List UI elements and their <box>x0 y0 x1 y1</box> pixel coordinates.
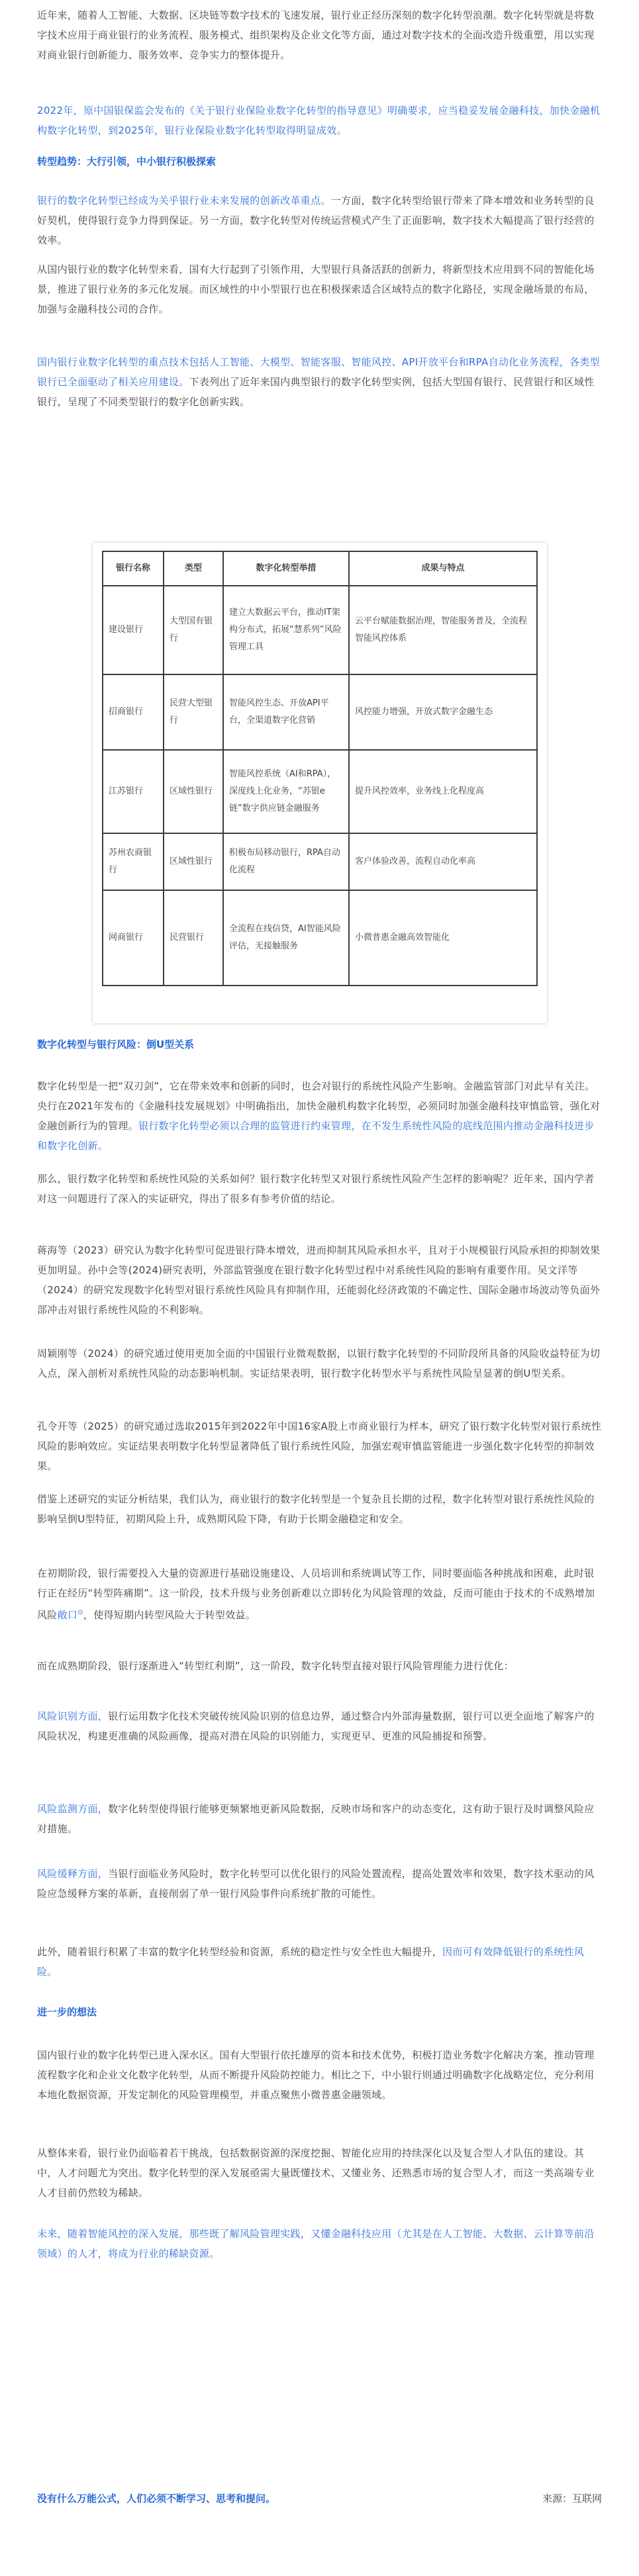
paragraph-risk-mitigation <box>37 1864 603 1904</box>
bank-transformation-table <box>102 551 538 986</box>
cell-bank-name: 建设银行 <box>103 586 164 674</box>
cell-bank-type: 大型国有银行 <box>164 586 223 674</box>
cell-bank-type: 区域性银行 <box>164 750 223 833</box>
table-row <box>103 674 537 750</box>
paragraph-thoughts-1: 国内银行业的数字化转型已进入深水区。国有大型银行依托雄厚的资本和技术优势，积极打造业务数字化解决方案，推动管理流程数字化和企业文化数字化转型，从而不断提升风险防控能力。相比之下，中小银行则通过明确数字化战略定位，充分利用本地化数据资源，开发定制化的风险管理模型，并重点聚焦小微普惠金融领域。 <box>37 2049 595 2101</box>
section-heading-risk: 数字化转型与银行风险：倒U型关系 <box>37 1038 195 1050</box>
column-header: 成果与特点 <box>349 551 537 586</box>
highlight-text: 银行数字化转型必须以合理的监管进行约束管理，在不发生系统性风险的底线范围内推动金融科技进步和数字化创新。 <box>37 1120 595 1152</box>
table-header-row <box>103 551 537 586</box>
paragraph-risk-identification <box>37 1706 603 1746</box>
cell-result: 云平台赋能数据治理，智能服务普及，全流程智能风控体系 <box>349 586 537 674</box>
table-row <box>103 833 537 890</box>
cell-bank-name: 网商银行 <box>103 890 164 986</box>
bank-transformation-table-image <box>93 543 547 1023</box>
footer-slogan: 没有什么万能公式，人们必须不断学习、思考和提问。 <box>37 2493 276 2505</box>
paragraph-intro: 近年来，随着人工智能、大数据、区块链等数字技术的飞速发展，银行业正经历深刻的数字化转型浪潮。数字化转型就是将数字技术应用于商业银行的业务流程、服务模式、组织架构及企业文化等方面，通过对数字技术的全面改造升级重塑，用以实现对商业银行创新能力、服务效率、竞争实力的整体提升。 <box>37 9 595 61</box>
highlight-text: 银行的数字化转型已经成为关乎银行业未来发展的创新改革重点。 <box>37 195 331 207</box>
paragraph-conclusion: 借鉴上述研究的实证分析结果，我们认为，商业银行的数字化转型是一个复杂且长期的过程，数字化转型对银行系统性风险的影响呈倒U型特征，初期风险上升，成熟期风险下降，有助于长期金融稳定和安全。 <box>37 1493 595 1525</box>
cell-measure: 建立大数据云平台，推动IT架构分布式，拓展“慧系列”风险管理工具 <box>223 586 349 674</box>
paragraph-risk-1 <box>37 1076 603 1156</box>
paragraph-early-stage <box>37 1563 603 1625</box>
cell-bank-name: 江苏银行 <box>103 750 164 833</box>
table-row <box>103 586 537 674</box>
cell-result: 客户体验改善，流程自动化率高 <box>349 833 537 890</box>
cell-result: 提升风控效率，业务线上化程度高 <box>349 750 537 833</box>
paragraph-text: ，使得短期内转型风险大于转型效益。 <box>83 1609 256 1621</box>
paragraph-risk-2: 那么，银行数字化转型和系统性风险的关系如何？银行数字化转型又对银行系统性风险产生怎样的影响呢？近年来，国内学者对这一问题进行了深入的实证研究，得出了很多有参考价值的结论。 <box>37 1173 595 1205</box>
highlight-text: 风险识别方面， <box>37 1710 109 1722</box>
paragraph-trend-2: 从国内银行业的数字化转型来看，国有大行起到了引领作用，大型银行具备活跃的创新力，将新型技术应用到不同的智能化场景，推进了银行业务的多元化发展。而区域性的中小型银行也在积极探索适合区域特点的数字化路径，实现金融场景的布局，加强与金融科技公司的合作。 <box>37 263 595 315</box>
paragraph-text: 数字化转型是一把“双刃剑”，它在带来效率和创新的同时，也会对银行的系统性风险产生影响。金融监管部门对此早有关注。央行在2021年发布的《金融科技发展规划》中明确指出，加快金融机构数字化转型，必须同时加强金融科技审慎监管，强化对金融创新行为的管理。 <box>37 1080 601 1132</box>
paragraph-research-kong: 孔令开等（2025）的研究通过选取2015年到2022年中国16家A股上市商业银行为样本，研究了银行数字化转型对银行系统性风险的影响效应。实证结果表明数字化转型显著降低了银行系统性风险，加强宏观审慎监管能进一步强化数字化转型的抑制效果。 <box>37 1420 602 1472</box>
cell-bank-type: 民营银行 <box>164 890 223 986</box>
paragraph-furthermore <box>37 1942 603 1982</box>
highlight-text: 风险缓释方面， <box>37 1868 109 1880</box>
paragraph-text: 此外，随着银行积累了丰富的数字化转型经验和资源，系统的稳定性与安全性也大幅提升， <box>37 1946 443 1958</box>
highlight-text: 风险监测方面， <box>37 1803 109 1815</box>
paragraph-text: 银行运用数字化技术突破传统风险识别的信息边界，通过整合内外部海量数据，银行可以更全面地了解客户的风险状况，构建更准确的风险画像，提高对潜在风险的识别能力，实现更早、更准的风险捕捉和预警。 <box>37 1710 595 1742</box>
cell-result: 小微普惠金融高效智能化 <box>349 890 537 986</box>
section-heading-thoughts: 进一步的想法 <box>37 2006 97 2018</box>
paragraph-text: 当银行面临业务风险时，数字化转型可以优化银行的风险处置流程，提高处置效率和效果，数字技术驱动的风险应急缓释方案的革新，直接削弱了单一银行风险事件向系统扩散的可能性。 <box>37 1868 595 1900</box>
table-row <box>103 750 537 833</box>
paragraph-trend-3 <box>37 352 603 412</box>
paragraph-risk-monitoring <box>37 1799 603 1839</box>
cell-result: 风控能力增强，开放式数字金融生态 <box>349 674 537 750</box>
paragraph-text: 一方面，数字化转型给银行带来了降本增效和业务转型的良好契机，使得银行竞争力得到保证。另一方面，数字化转型对传统运营模式产生了正面影响，数字技术大幅提高了银行经营的效率。 <box>37 195 595 246</box>
cell-measure: 智能风控生态、开放API平台，全渠道数字化营销 <box>223 674 349 750</box>
cell-measure: 积极布局移动银行，RPA自动化流程 <box>223 833 349 890</box>
paragraph-text: 在初期阶段，银行需要投入大量的资源进行基础设施建设、人员培训和系统调试等工作，同时要面临各种挑战和困难，此时银行正在经历“转型阵痛期”。这一阶段，技术升级与业务创新难以立即转化为风险管理的效益，反而可能由于技术的不成熟增加风险 <box>37 1567 595 1621</box>
cell-bank-name: 招商银行 <box>103 674 164 750</box>
paragraph-future <box>37 2224 603 2264</box>
paragraph-trend-1 <box>37 191 603 250</box>
highlight-text: 因而可有效降低银行的系统性风险。 <box>37 1946 585 1978</box>
paragraph-text: 下表列出了近年来国内典型银行的数字化转型实例，包括大型国有银行、民营银行和区域性银行，呈现了不同类型银行的数字化创新实践。 <box>37 376 595 408</box>
cell-bank-type: 区域性银行 <box>164 833 223 890</box>
cell-bank-type: 民营大型银行 <box>164 674 223 750</box>
highlight-text: 随着智能风控的深入发展，那些既了解风险管理实践，又懂金融科技应用（尤其是在人工智能、大数据、云计算等前沿领域）的人才，将成为行业的稀缺资源。 <box>37 2228 595 2260</box>
footer-source: 来源：互联网 <box>542 2493 602 2505</box>
section-heading-trend: 转型趋势：大行引领，中小银行积极探索 <box>37 156 217 167</box>
paragraph-text: 数字化转型使得银行能够更频繁地更新风险数据，反映市场和客户的动态变化，这有助于银行及时调整风险应对措施。 <box>37 1803 595 1835</box>
term-link[interactable]: 敞口 <box>57 1609 78 1621</box>
highlight-text: 国内银行业数字化转型的重点技术包括人工智能、大模型、智能客服、智能风控、API开放平台和RPA自动化业务流程，各类型银行已全面驱动了相关应用建设。 <box>37 356 600 388</box>
column-header: 数字化转型举措 <box>223 551 349 586</box>
paragraph-policy: 2022年，原中国银保监会发布的《关于银行业保险业数字化转型的指导意见》明确要求，应当稳妥发展金融科技，加快金融机构数字化转型，到2025年，银行业保险业数字化转型取得明显成效。 <box>37 105 601 136</box>
highlight-text: 未来， <box>37 2228 68 2240</box>
link-marker-icon: ⊙ <box>77 1609 83 1616</box>
column-header: 类型 <box>164 551 223 586</box>
column-header: 银行名称 <box>103 551 164 586</box>
table-row <box>103 890 537 986</box>
cell-measure: 全流程在线信贷，AI智能风险评估，无接触服务 <box>223 890 349 986</box>
paragraph-research-zhou: 周颖刚等（2024）的研究通过使用更加全面的中国银行业微观数据，以银行数字化转型的不同阶段所具备的风险收益特征为切入点，深入剖析对系统性风险的动态影响机制。实证结果表明，银行数字化转型水平与系统性风险呈显著的倒U型关系。 <box>37 1348 601 1379</box>
paragraph-thoughts-2: 从整体来看，银行业仍面临着若干挑战，包括数据资源的深度挖掘、智能化应用的持续深化以及复合型人才队伍的建设。其中，人才问题尤为突出。数字化转型的深入发展亟需大量既懂技术、又懂业务、还熟悉市场的复合型人才，而这一类高端专业人才目前仍然较为稀缺。 <box>37 2147 595 2199</box>
paragraph-research-jiang: 蒋海等（2023）研究认为数字化转型可促进银行降本增效，进而抑制其风险承担水平，且对于小规模银行风险承担的抑制效果更加明显。孙中会等(2024)研究表明，外部监管强度在银行数字化转型过程中对系统性风险的影响有重要作用。吴文洋等（2024）的研究发现数字化转型对银行系统性风险具有抑制作用，还能弱化经济政策的不确定性、国际金融市场波动等负面外部冲击对银行系统性风险的不利影响。 <box>37 1244 601 1316</box>
cell-bank-name: 苏州农商银行 <box>103 833 164 890</box>
paragraph-mature-stage: 而在成熟期阶段，银行逐渐进入“转型红利期”，这一阶段，数字化转型直接对银行风险管理能力进行优化： <box>37 1660 514 1672</box>
cell-measure: 智能风控系统（AI和RPA），深度线上化业务，“苏银e链”数字供应链金融服务 <box>223 750 349 833</box>
